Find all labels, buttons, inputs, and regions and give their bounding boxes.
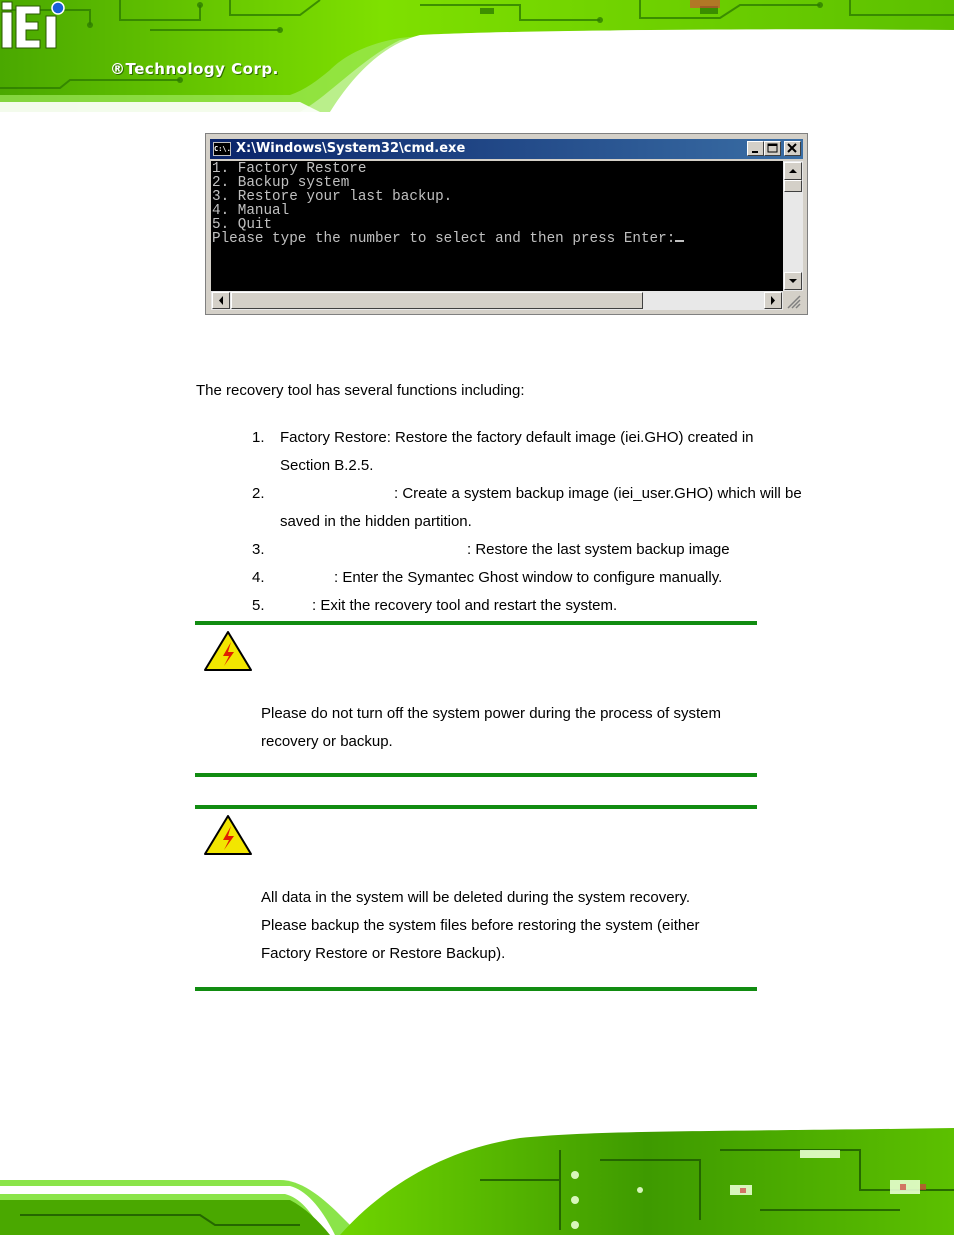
minimize-icon xyxy=(748,142,763,155)
text-cursor xyxy=(675,240,684,242)
list-item-text: saved in the hidden partition. xyxy=(280,513,472,530)
console-prompt: Please type the number to select and then press Enter: xyxy=(212,231,676,247)
scroll-right-button[interactable] xyxy=(764,292,782,309)
list-item-text: Section B.2.5. xyxy=(280,457,374,474)
company-tagline: ®Technology Corp. xyxy=(110,60,279,78)
list-item-text: : Exit the recovery tool and restart the system. xyxy=(312,597,618,614)
console-line: 5. Quit xyxy=(212,217,273,233)
iei-logo xyxy=(0,0,70,50)
console-output xyxy=(211,161,783,291)
arrow-down-icon xyxy=(785,273,801,289)
horizontal-scrollbar[interactable] xyxy=(211,291,783,310)
cmd-icon: C:\. xyxy=(213,142,231,156)
arrow-left-icon xyxy=(213,293,229,308)
list-number: 3. xyxy=(252,541,265,558)
warning-top-rule xyxy=(195,621,757,625)
list-item-text: : Create a system backup image (iei_user.GHO) which will be xyxy=(394,485,802,502)
close-button[interactable] xyxy=(784,141,801,156)
circuit-board-footer xyxy=(0,1120,954,1235)
warning-line: Please do not turn off the system power during the process of system xyxy=(261,705,721,722)
vertical-scrollbar[interactable] xyxy=(783,161,803,291)
console-line: 2. Backup system xyxy=(212,175,350,191)
cmd-title: X:\Windows\System32\cmd.exe xyxy=(236,141,466,156)
list-item-text: Factory Restore: Restore the factory default image (iei.GHO) created in xyxy=(280,429,754,446)
warning-line: recovery or backup. xyxy=(261,733,393,750)
warning-top-rule xyxy=(195,805,757,809)
cmd-window xyxy=(205,133,808,315)
close-icon xyxy=(785,142,800,155)
warning-bottom-rule xyxy=(195,987,757,991)
maximize-icon xyxy=(765,142,780,155)
list-number: 4. xyxy=(252,569,265,586)
scroll-thumb-horizontal[interactable] xyxy=(231,292,643,309)
arrow-right-icon xyxy=(765,293,781,308)
warning-line: Please backup the system files before restoring the system (either xyxy=(261,917,700,934)
list-item-text: : Restore the last system backup image xyxy=(467,541,730,558)
console-line: 4. Manual xyxy=(212,203,290,219)
list-number: 2. xyxy=(252,485,265,502)
intro-text: The recovery tool has several functions including: xyxy=(196,382,525,399)
warning-icon xyxy=(203,630,253,672)
console-line: 1. Factory Restore xyxy=(212,161,367,177)
scroll-up-button[interactable] xyxy=(784,162,802,180)
list-number: 5. xyxy=(252,597,265,614)
scroll-down-button[interactable] xyxy=(784,272,802,290)
warning-text xyxy=(261,700,749,756)
minimize-button[interactable] xyxy=(747,141,764,156)
scroll-left-button[interactable] xyxy=(212,292,230,309)
list-item-text: : Enter the Symantec Ghost window to configure manually. xyxy=(334,569,723,586)
cmd-title-bar xyxy=(210,139,803,159)
scroll-thumb-vertical[interactable] xyxy=(784,180,802,192)
console-line: 3. Restore your last backup. xyxy=(212,189,453,205)
resize-grip-icon[interactable] xyxy=(784,292,802,310)
maximize-button[interactable] xyxy=(764,141,781,156)
arrow-up-icon xyxy=(785,163,801,179)
warning-line: All data in the system will be deleted during the system recovery. xyxy=(261,889,691,906)
warning-bottom-rule xyxy=(195,773,757,777)
warning-icon xyxy=(203,814,253,856)
warning-text xyxy=(261,884,749,968)
warning-line: Factory Restore or Restore Backup). xyxy=(261,945,506,962)
list-number: 1. xyxy=(252,429,265,446)
header-banner xyxy=(0,0,954,112)
footer-banner xyxy=(0,1120,954,1235)
circuit-board-banner xyxy=(0,0,954,112)
